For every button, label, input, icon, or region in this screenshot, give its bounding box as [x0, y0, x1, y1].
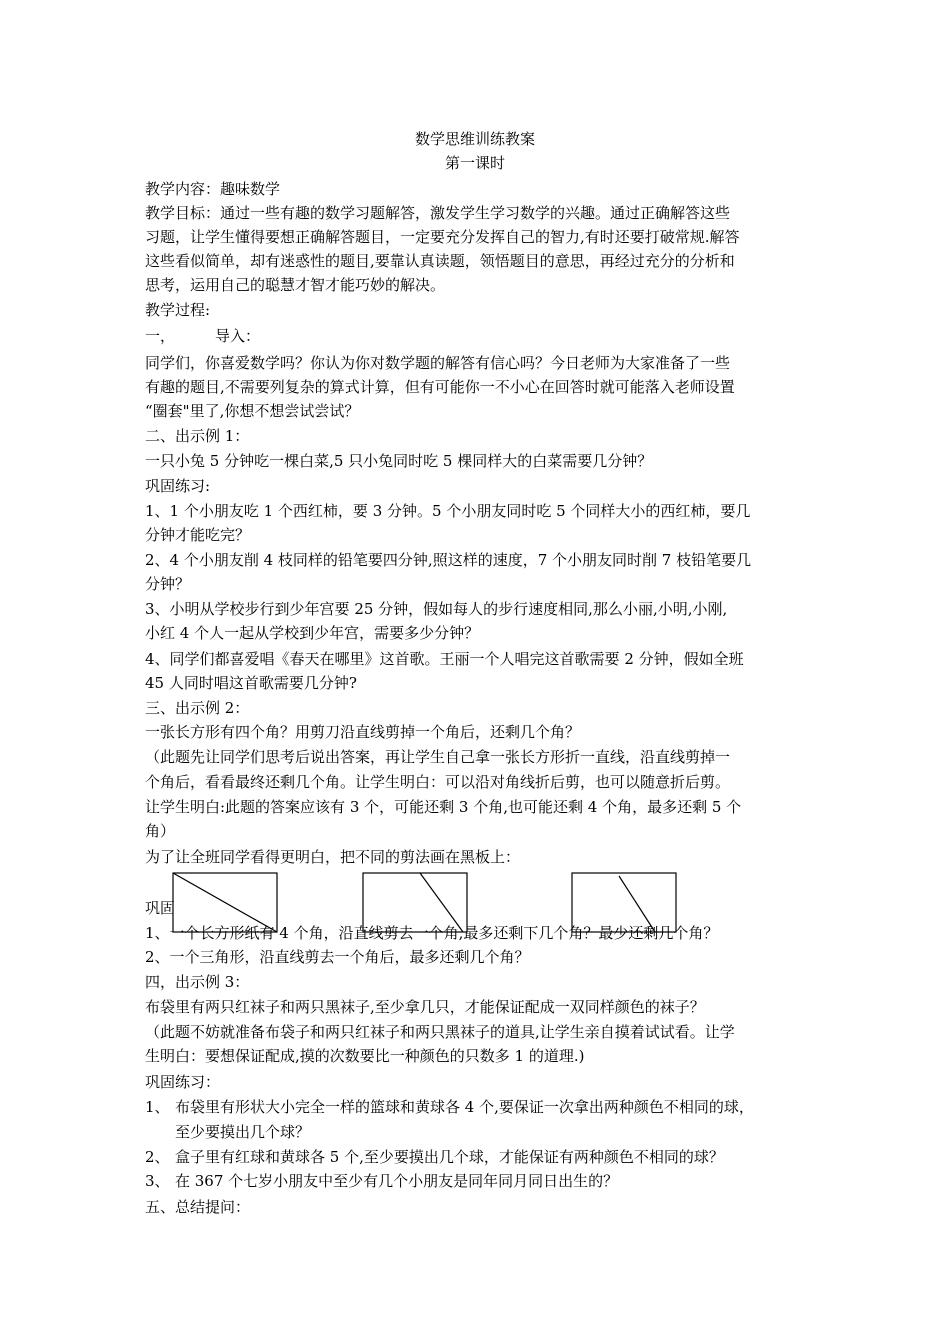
- cut-line: [420, 873, 463, 932]
- rectangle-parallel-cut-figure: [571, 872, 677, 934]
- practice-line: 1、1 个小朋友吃 1 个西红柿，要 3 分钟。5 个小朋友同时吃 5 个同样大小的西红柿，要几: [145, 502, 751, 520]
- section-3-heading: 三、出示例 2：: [145, 699, 250, 717]
- goal-line: 这些看似简单，却有迷惑性的题目,要靠认真读题，领悟题目的意思，再经过充分的分析和: [145, 252, 735, 270]
- example-3-question: 布袋里有两只红袜子和两只黑袜子,至少拿几只，才能保证配成一双同样颜色的袜子？: [145, 998, 705, 1016]
- doc-title: 数学思维训练教案: [414, 130, 535, 148]
- practice-3-line: 布袋里有形状大小完全一样的篮球和黄球各 4 个,要保证一次拿出两种颜色不相同的球，: [175, 1098, 754, 1116]
- practice-3-number: 3、: [145, 1172, 170, 1190]
- rectangle-corner-cut-figure: [362, 872, 468, 934]
- practice-3-label: 巩固练习：: [145, 1073, 221, 1091]
- practice-line: 4、同学们都喜爱唱《春天在哪里》这首歌。王丽一个人唱完这首歌需要 2 分钟，假如全班: [145, 650, 744, 668]
- intro-line: 同学们，你喜爱数学吗？你认为你对数学题的解答有信心吗？今日老师为大家准备了一些: [145, 354, 731, 372]
- practice-3-line: 在 367 个七岁小朋友中至少有几个小朋友是同年同月同日出生的？: [175, 1172, 619, 1190]
- practice-line: 分钟才能吃完？: [145, 526, 251, 544]
- board-line: 为了让全班同学看得更明白，把不同的剪法画在黑板上：: [145, 848, 521, 866]
- section-1-heading: [145, 326, 260, 346]
- practice-3-number: 2、: [145, 1148, 170, 1166]
- example-3-note-line: （此题不妨就准备布袋子和两只红袜子和两只黑袜子的道具,让学生亲自摸着试试看。让学: [145, 1023, 735, 1041]
- example-2-note-line: 个角后，看看最终还剩几个角。让学生明白：可以沿对角线折后剪，也可以随意折后剪。: [145, 773, 731, 791]
- practice-line: 2、4 个小朋友削 4 枝同样的铅笔要四分钟,照这样的速度，7 个小朋友同时削 7 枝铅笔要几: [145, 551, 752, 569]
- practice-line: 小红 4 个人一起从学校到少年宫，需要多少分钟？: [145, 624, 480, 642]
- section-1-number: 一，: [145, 327, 176, 345]
- example-1-question: 一只小兔 5 分钟吃一棵白菜,5 只小兔同时吃 5 棵同样大的白菜需要几分钟？: [145, 452, 653, 470]
- intro-line: 有趣的题目,不需要列复杂的算式计算，但有可能你一不小心在回答时就可能落入老师设置: [145, 378, 735, 396]
- doc-subtitle: 第一课时: [444, 154, 505, 172]
- cut-line: [173, 873, 277, 932]
- goal-line: 思考，运用自己的聪慧才智才能巧妙的解决。: [145, 276, 446, 294]
- intro-line: “圈套"里了,你想不想尝试尝试？: [145, 402, 360, 420]
- rectangle-outline: [572, 873, 676, 932]
- section-1-title: 导入：: [215, 327, 261, 345]
- practice-label: 巩固练习:: [145, 477, 211, 495]
- rectangle-outline: [363, 873, 467, 932]
- content-line: 教学内容：趣味数学: [145, 180, 281, 198]
- example-2-note-line: 让学生明白:此题的答案应该有 3 个，可能还剩 3 个角,也可能还剩 4 个角，最多还剩 5 个: [145, 798, 742, 816]
- practice-3-line: 盒子里有红球和黄球各 5 个,至少要摸出几个球，才能保证有两种颜色不相同的球？: [175, 1148, 724, 1166]
- example-2-note-line: （此题先让同学们思考后说出答案，再让学生自己拿一张长方形折一直线，沿直线剪掉一: [145, 748, 731, 766]
- example-3-note-line: 生明白：要想保证配成,摸的次数要比一种颜色的只数多 1 的道理.): [145, 1047, 585, 1065]
- section-5-heading: 五、总结提问：: [145, 1198, 251, 1216]
- process-heading: 教学过程:: [145, 301, 211, 319]
- example-2-note-line: 角）: [145, 822, 176, 840]
- practice-3-line: 至少要摸出几个球？: [175, 1123, 311, 1141]
- practice-line: 3、小明从学校步行到少年宫要 25 分钟，假如每人的步行速度相同,那么小丽,小明,小刚,: [145, 600, 728, 618]
- example-2-question: 一张长方形有四个角？用剪刀沿直线剪掉一个角后，还剩几个角？: [145, 723, 581, 741]
- rectangle-diagonal-cut-figure: [172, 872, 278, 934]
- section-2-heading: 二、出示例 1：: [145, 427, 250, 445]
- practice-2-item: 1、一个长方形纸有 4 个角，沿直线剪去一个角,最多还剩下几个角？最少还剩几个角？: [145, 924, 719, 942]
- practice-2-item: 2、一个三角形，沿直线剪去一个角后，最多还剩几个角？: [145, 948, 530, 966]
- practice-3-number: 1、: [145, 1098, 170, 1116]
- practice-line: 45 人同时唱这首歌需要几分钟?: [145, 674, 357, 692]
- goal-line: 习题，让学生懂得要想正确解答题目，一定要充分发挥自己的智力,有时还要打破常规.解答: [145, 228, 740, 246]
- goal-line: 教学目标：通过一些有趣的数学习题解答，激发学生学习数学的兴趣。通过正确解答这些: [145, 204, 731, 222]
- cut-line: [619, 876, 655, 932]
- practice-2-label: 巩固: [145, 899, 176, 917]
- section-4-heading: 四，出示例 3：: [145, 973, 250, 991]
- practice-line: 分钟？: [145, 575, 191, 593]
